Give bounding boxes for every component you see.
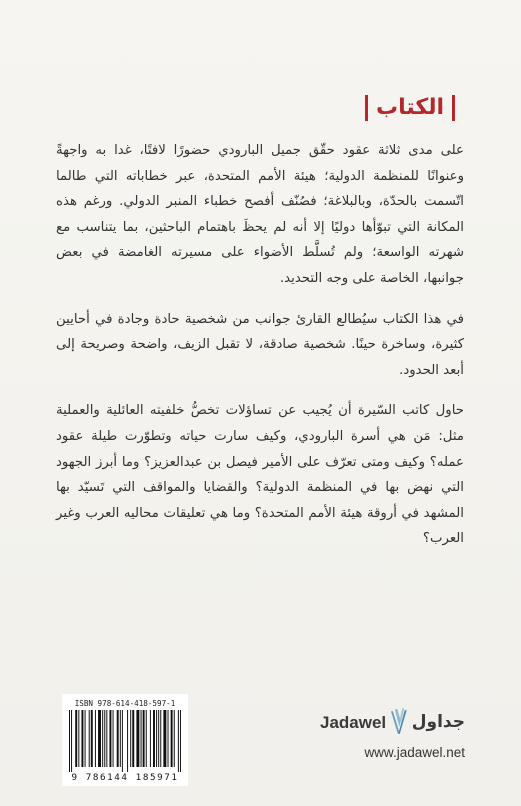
blurb-paragraph-1: على مدى ثلاثة عقود حقّق جميل البارودي حضورًا لافتًا، غدا به واجهةً وعنوانًا للمنظمة الدولية؛ هيئة الأمم المتحدة، عبر خطاباته التي طالما اتّسمت بالحدّة، وبالبلاغة؛ فصُنّف أفصح خطباء المنبر الدولي. ورغم هذه المكانة التي تبوّأها دوليًا إلا أنه لم يحظَ باهتمام الباحثين، بما يتناسب مع شهرته الواسعة؛ ولم تُسلَّط الأضواء على مسيرته الغامضة في بعض جوانبها، الخاصة على وجه التحديد. (56, 143, 464, 286)
publisher-name-latin: Jadawel (320, 712, 387, 732)
blurb-text (56, 138, 464, 567)
section-heading (365, 93, 455, 123)
publisher-url: www.jadawel.net (364, 745, 465, 760)
barcode-digits: 9 786144 185971 (71, 772, 179, 783)
publisher-name-arabic: جداول (411, 711, 465, 732)
barcode-bars (67, 710, 183, 772)
jadawel-v-logo-icon (389, 707, 409, 737)
blurb-paragraph-3: حاول كاتب السّيرة أن يُجيب عن تساؤلات تخصُّ خلفيته العائلية والعملية مثل: مَن هي أسرة البارودي، وكيف سارت حياته وتطوّرت طيلة عقود عمله؟ وكيف ومتى تعرّف على الأمير فيصل بن عبدالعزيز؟ وما أبرز الجهود التي نهض بها في المنظمة الدولية؟ والقضايا والمواقف التي تَسيّد بها المشهد في أروقة هيئة الأمم المتحدة؟ وما هي تعليقات محاليه العرب وغير العرب؟ (56, 403, 464, 547)
heading-right-bar (452, 95, 455, 121)
heading-left-bar (365, 95, 368, 121)
heading-title: الكتاب (376, 95, 444, 120)
publisher-logo (320, 702, 465, 742)
isbn-barcode (62, 694, 188, 786)
isbn-label: ISBN 978-614-418-597-1 (74, 699, 176, 708)
publisher-block (320, 702, 465, 778)
blurb-paragraph-2: في هذا الكتاب سيُطالع القارئ جوانب من شخصية حادة وجادة في أحايين كثيرة، وساخرة حينًا. شخصية صادقة، لا تقبل الزيف، واضحة وصريحة إلى أبعد الحدود. (56, 311, 464, 378)
